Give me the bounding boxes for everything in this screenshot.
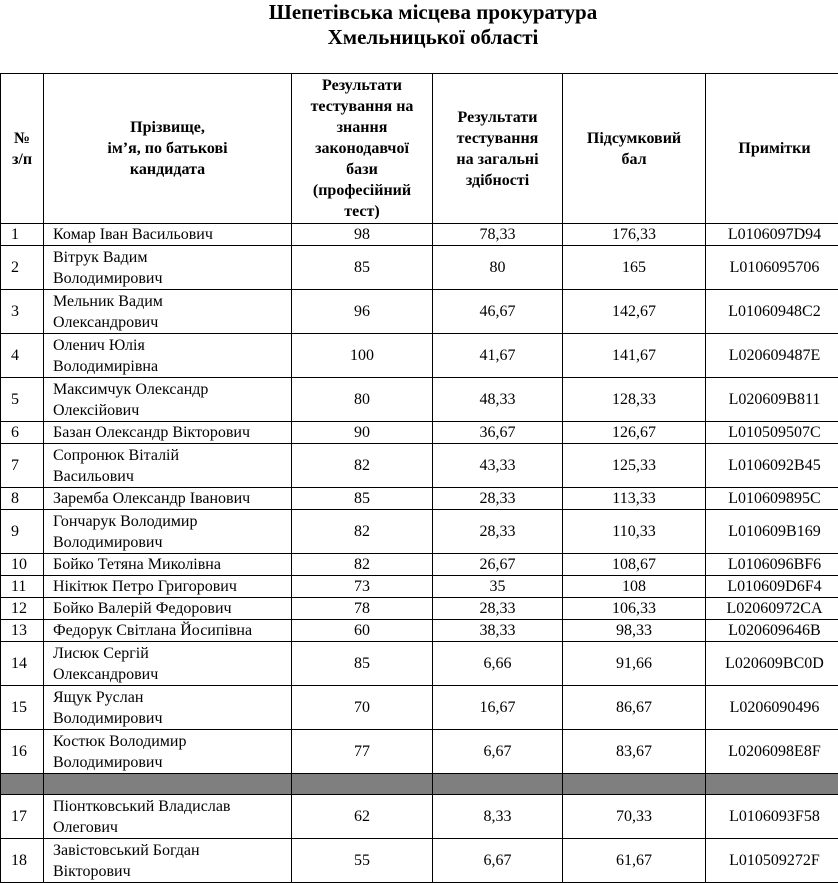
cell-general-test-score: 16,67 (433, 686, 563, 730)
cell-number: 3 (1, 290, 44, 334)
cell-candidate-name: Завістовський Богдан Вікторович (44, 839, 292, 883)
cell-candidate-name: Вітрук Вадим Володимирович (44, 246, 292, 290)
header-law-test: Результати тестування на знання законодавчої бази (професійний тест) (292, 74, 433, 224)
table-row (1, 576, 838, 598)
cell-note: L02060972CA (706, 598, 838, 620)
cell-number: 13 (1, 620, 44, 642)
cell-total-score: 125,33 (563, 444, 706, 488)
separator-cell (706, 774, 838, 795)
cell-general-test-score: 6,66 (433, 642, 563, 686)
cell-law-test-score: 60 (292, 620, 433, 642)
table-row (1, 598, 838, 620)
cell-general-test-score: 6,67 (433, 839, 563, 883)
cell-number: 4 (1, 334, 44, 378)
table-row (1, 642, 838, 686)
cell-candidate-name: Сопронюк Віталій Васильович (44, 444, 292, 488)
cell-law-test-score: 70 (292, 686, 433, 730)
cell-candidate-name: Ящук Руслан Володимирович (44, 686, 292, 730)
table-row (1, 730, 838, 774)
cell-general-test-score: 48,33 (433, 378, 563, 422)
cell-number: 6 (1, 422, 44, 444)
cell-note: L0106096BF6 (706, 554, 838, 576)
cell-note: L0106092B45 (706, 444, 838, 488)
cell-total-score: 86,67 (563, 686, 706, 730)
cell-note: L020609BC0D (706, 642, 838, 686)
cell-total-score: 108 (563, 576, 706, 598)
cell-law-test-score: 62 (292, 795, 433, 839)
cell-candidate-name: Костюк Володимир Володимирович (44, 730, 292, 774)
cell-number: 11 (1, 576, 44, 598)
table-row (1, 554, 838, 576)
cell-candidate-name: Мельник Вадим Олександрович (44, 290, 292, 334)
separator-cell (433, 774, 563, 795)
cell-law-test-score: 82 (292, 554, 433, 576)
cell-total-score: 128,33 (563, 378, 706, 422)
table-row (1, 334, 838, 378)
cell-candidate-name: Бойко Тетяна Миколівна (44, 554, 292, 576)
cell-general-test-score: 26,67 (433, 554, 563, 576)
cell-note: L010609895C (706, 488, 838, 510)
cell-candidate-name: Бойко Валерій Федорович (44, 598, 292, 620)
cell-candidate-name: Комар Іван Васильович (44, 224, 292, 246)
title-line-1: Шепетівська місцева прокуратура (0, 0, 838, 25)
document-title (0, 0, 838, 50)
header-general-test: Результати тестування на загальні здібності (433, 74, 563, 224)
cell-total-score: 126,67 (563, 422, 706, 444)
cell-general-test-score: 28,33 (433, 488, 563, 510)
cell-law-test-score: 100 (292, 334, 433, 378)
cell-candidate-name: Базан Олександр Вікторович (44, 422, 292, 444)
cell-general-test-score: 28,33 (433, 510, 563, 554)
cell-total-score: 142,67 (563, 290, 706, 334)
cell-number: 18 (1, 839, 44, 883)
cell-candidate-name: Оленич Юлія Володимирівна (44, 334, 292, 378)
table-row (1, 378, 838, 422)
cell-note: L010509272F (706, 839, 838, 883)
table-row (1, 224, 838, 246)
separator-cell (1, 774, 44, 795)
cell-note: L0206090496 (706, 686, 838, 730)
cell-note: L010509507C (706, 422, 838, 444)
cell-note: L0106093F58 (706, 795, 838, 839)
cell-candidate-name: Гончарук Володимир Володимирович (44, 510, 292, 554)
table-body (1, 224, 838, 883)
cell-general-test-score: 46,67 (433, 290, 563, 334)
header-notes: Примітки (706, 74, 838, 224)
cell-number: 5 (1, 378, 44, 422)
cell-number: 10 (1, 554, 44, 576)
cell-law-test-score: 82 (292, 444, 433, 488)
cell-general-test-score: 6,67 (433, 730, 563, 774)
header-name: Прізвище, ім’я, по батькові кандидата (44, 74, 292, 224)
table-row (1, 422, 838, 444)
cell-note: L0106095706 (706, 246, 838, 290)
cell-law-test-score: 85 (292, 246, 433, 290)
separator-cell (292, 774, 433, 795)
cell-total-score: 176,33 (563, 224, 706, 246)
cell-candidate-name: Лисюк Сергій Олександрович (44, 642, 292, 686)
cell-number: 14 (1, 642, 44, 686)
cell-law-test-score: 55 (292, 839, 433, 883)
table-row (1, 488, 838, 510)
cell-number: 12 (1, 598, 44, 620)
cell-general-test-score: 43,33 (433, 444, 563, 488)
cell-note: L010609B169 (706, 510, 838, 554)
table-row (1, 620, 838, 642)
table-row (1, 839, 838, 883)
header-num: № з/п (1, 74, 44, 224)
cell-candidate-name: Заремба Олександр Іванович (44, 488, 292, 510)
cell-note: L020609B811 (706, 378, 838, 422)
cell-general-test-score: 41,67 (433, 334, 563, 378)
cell-total-score: 83,67 (563, 730, 706, 774)
cell-law-test-score: 85 (292, 488, 433, 510)
cell-law-test-score: 82 (292, 510, 433, 554)
table-row (1, 795, 838, 839)
cell-note: L020609646B (706, 620, 838, 642)
table-row (1, 444, 838, 488)
table-row (1, 510, 838, 554)
cell-general-test-score: 36,67 (433, 422, 563, 444)
cell-total-score: 61,67 (563, 839, 706, 883)
cell-number: 1 (1, 224, 44, 246)
cell-general-test-score: 8,33 (433, 795, 563, 839)
table-row (1, 686, 838, 730)
cell-general-test-score: 35 (433, 576, 563, 598)
cell-law-test-score: 85 (292, 642, 433, 686)
cell-number: 2 (1, 246, 44, 290)
table-header-row (1, 74, 838, 224)
cell-number: 15 (1, 686, 44, 730)
cell-candidate-name: Піонтковський Владислав Олегович (44, 795, 292, 839)
separator-cell (563, 774, 706, 795)
cell-total-score: 70,33 (563, 795, 706, 839)
cell-law-test-score: 96 (292, 290, 433, 334)
title-line-2: Хмельницької області (0, 25, 838, 50)
cell-law-test-score: 77 (292, 730, 433, 774)
cell-total-score: 108,67 (563, 554, 706, 576)
cell-law-test-score: 90 (292, 422, 433, 444)
results-table (0, 73, 838, 883)
header-total: Підсумковий бал (563, 74, 706, 224)
cell-note: L020609487E (706, 334, 838, 378)
cell-law-test-score: 98 (292, 224, 433, 246)
cell-note: L0206098E8F (706, 730, 838, 774)
cell-candidate-name: Федорук Світлана Йосипівна (44, 620, 292, 642)
cell-general-test-score: 38,33 (433, 620, 563, 642)
cell-total-score: 110,33 (563, 510, 706, 554)
separator-row (1, 774, 838, 795)
cell-general-test-score: 80 (433, 246, 563, 290)
cell-note: L01060948C2 (706, 290, 838, 334)
cell-general-test-score: 28,33 (433, 598, 563, 620)
cell-law-test-score: 78 (292, 598, 433, 620)
cell-total-score: 141,67 (563, 334, 706, 378)
table-row (1, 246, 838, 290)
cell-number: 16 (1, 730, 44, 774)
cell-total-score: 113,33 (563, 488, 706, 510)
cell-general-test-score: 78,33 (433, 224, 563, 246)
cell-law-test-score: 73 (292, 576, 433, 598)
cell-note: L010609D6F4 (706, 576, 838, 598)
cell-number: 9 (1, 510, 44, 554)
cell-note: L0106097D94 (706, 224, 838, 246)
cell-candidate-name: Нікітюк Петро Григорович (44, 576, 292, 598)
cell-number: 8 (1, 488, 44, 510)
separator-cell (44, 774, 292, 795)
cell-total-score: 91,66 (563, 642, 706, 686)
table-row (1, 290, 838, 334)
cell-total-score: 165 (563, 246, 706, 290)
cell-total-score: 98,33 (563, 620, 706, 642)
cell-number: 7 (1, 444, 44, 488)
cell-law-test-score: 80 (292, 378, 433, 422)
cell-candidate-name: Максимчук Олександр Олексійович (44, 378, 292, 422)
cell-number: 17 (1, 795, 44, 839)
cell-total-score: 106,33 (563, 598, 706, 620)
